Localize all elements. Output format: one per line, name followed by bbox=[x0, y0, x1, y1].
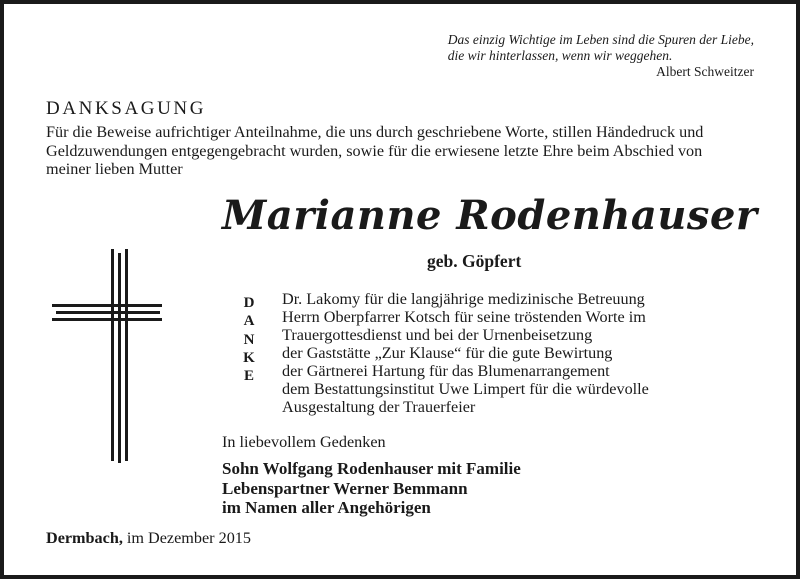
quote-line: Das einzig Wichtige im Leben sind die Spuren der Liebe, bbox=[447, 32, 754, 47]
signer-line: im Namen aller Angehörigen bbox=[222, 498, 431, 517]
thanks-item: der Gärtnerei Hartung für das Blumenarrangement bbox=[282, 362, 610, 380]
birth-name: geb. Göpfert bbox=[427, 251, 522, 271]
thanks-item: Herrn Oberpfarrer Kotsch für seine tröstenden Worte im bbox=[282, 308, 646, 326]
thanks-list bbox=[282, 290, 649, 416]
intro-line: meiner lieben Mutter bbox=[46, 160, 183, 178]
danke-letter: D bbox=[243, 295, 255, 311]
quote-block bbox=[448, 32, 754, 80]
thanks-item: dem Bestattungsinstitut Uwe Limpert für die würdevolle bbox=[282, 380, 649, 398]
danke-letter: N bbox=[243, 331, 255, 348]
quote-line: die wir hinterlassen, wenn wir weggehen. bbox=[447, 48, 673, 63]
intro-line: Für die Beweise aufrichtiger Anteilnahme, die uns durch geschriebene Worte, stillen Händedruck und bbox=[46, 123, 704, 141]
page-title: DANKSAGUNG bbox=[46, 98, 207, 119]
closing-phrase: In liebevollem Gedenken bbox=[222, 433, 386, 451]
thanks-item: der Gaststätte „Zur Klause“ für die gute Bewirtung bbox=[282, 344, 613, 362]
danke-letter: K bbox=[243, 349, 255, 366]
signer-line: Sohn Wolfgang Rodenhauser mit Familie bbox=[222, 459, 521, 478]
place-date bbox=[46, 529, 251, 548]
cross-icon bbox=[52, 249, 162, 469]
thanks-item: Ausgestaltung der Trauerfeier bbox=[282, 398, 476, 416]
date-text: im Dezember 2015 bbox=[126, 529, 251, 547]
place-name: Dermbach, bbox=[46, 529, 123, 547]
intro-line: Geldzuwendungen entgegengebracht wurden, sowie für die erwiesene letzte Ehre beim Abschied von bbox=[46, 141, 703, 160]
thanks-item: Dr. Lakomy für die langjährige medizinische Betreuung bbox=[282, 290, 645, 308]
signers-block bbox=[222, 459, 521, 518]
deceased-name: Marianne Rodenhauser bbox=[222, 192, 758, 239]
thanks-item: Trauergottesdienst und bei der Urnenbeisetzung bbox=[282, 326, 593, 344]
intro-text bbox=[46, 123, 766, 179]
danke-letter: E bbox=[243, 368, 254, 385]
danke-acrostic bbox=[242, 294, 256, 385]
signer-line: Lebenspartner Werner Bemmann bbox=[222, 478, 468, 498]
danke-letter: A bbox=[243, 313, 255, 330]
quote-author: Albert Schweitzer bbox=[656, 64, 754, 79]
